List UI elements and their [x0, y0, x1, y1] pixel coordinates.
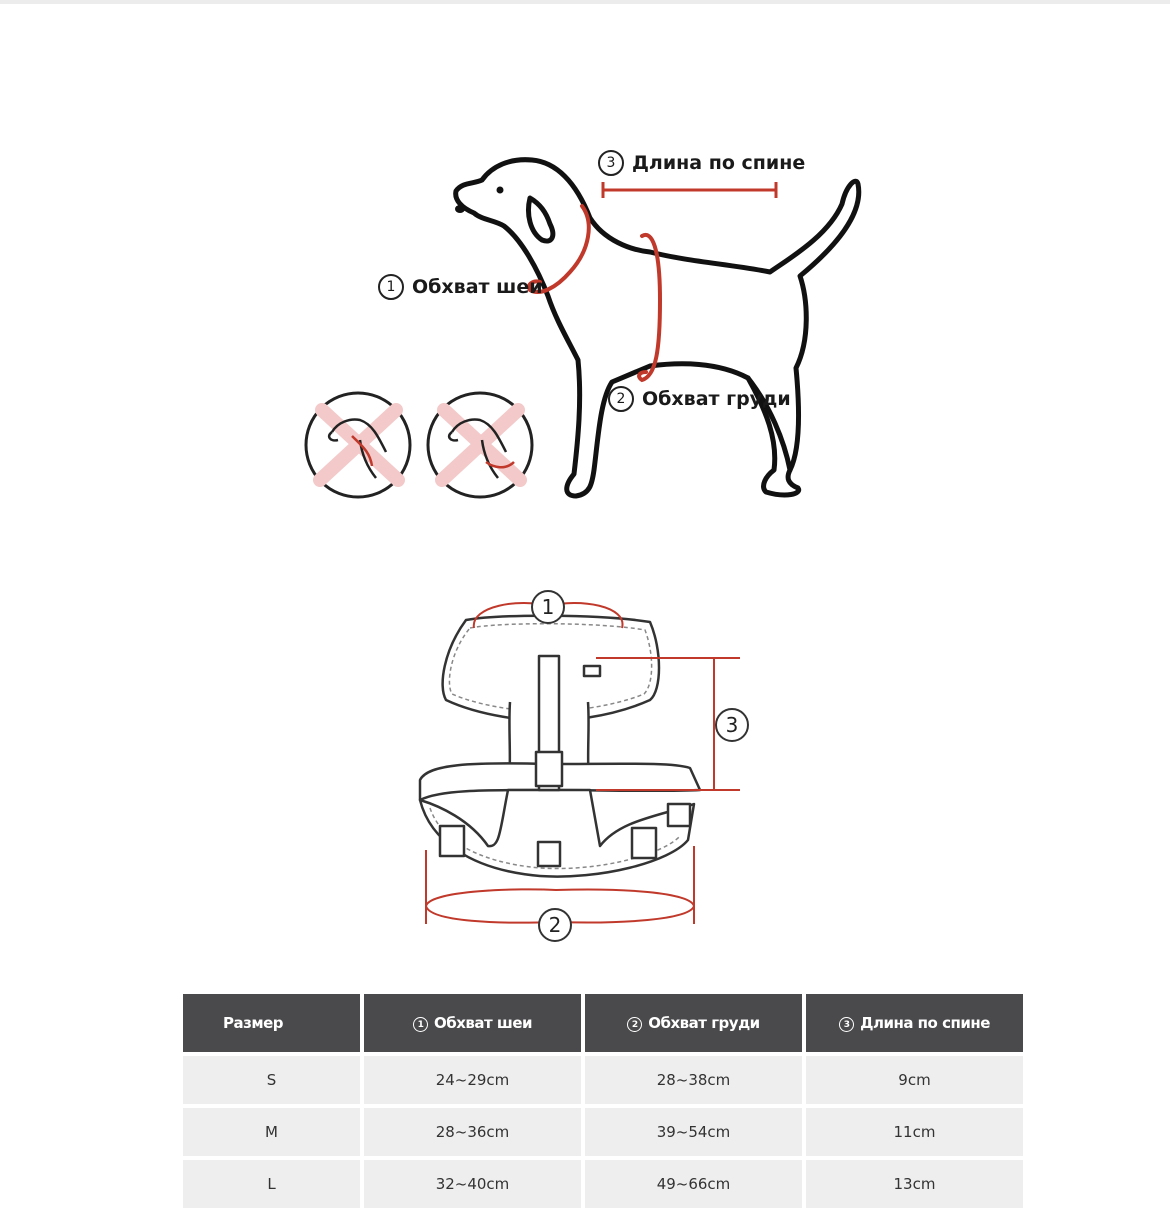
size-table: [179, 990, 1027, 1212]
header-marker-3: 3: [839, 1017, 854, 1032]
dog-nose-icon: [455, 205, 465, 213]
marker-2: 2: [608, 386, 634, 412]
header-marker-2: 2: [627, 1017, 642, 1032]
cell-chest: 28~38cm: [585, 1056, 802, 1104]
dog-eye-icon: [497, 187, 504, 194]
harness-icon: [420, 616, 700, 877]
cell-neck: 32~40cm: [364, 1160, 581, 1208]
cell-size: M: [183, 1108, 360, 1156]
cell-size: S: [183, 1056, 360, 1104]
table-row: [183, 1160, 1023, 1208]
header-back-length: 3 Длина по спине: [806, 994, 1023, 1052]
back-length-label: [598, 150, 805, 176]
cell-neck: 24~29cm: [364, 1056, 581, 1104]
header-chest-girth: 2 Обхват груди: [585, 994, 802, 1052]
table-row: [183, 1108, 1023, 1156]
chest-girth-mark: [639, 235, 660, 380]
marker-3: 3: [598, 150, 624, 176]
neck-girth-text: Обхват шеи: [412, 276, 543, 298]
chest-girth-label: [608, 386, 791, 412]
wrong-fit-neck-icon: [306, 393, 410, 497]
size-table-header-row: [183, 994, 1023, 1052]
back-length-text: Длина по спине: [632, 152, 806, 174]
cell-size: L: [183, 1160, 360, 1208]
header-marker-1: 1: [413, 1017, 428, 1032]
header-neck-girth: 1 Обхват шеи: [364, 994, 581, 1052]
cell-chest: 39~54cm: [585, 1108, 802, 1156]
neck-girth-label: [378, 274, 543, 300]
marker-1: 1: [378, 274, 404, 300]
cell-neck: 28~36cm: [364, 1108, 581, 1156]
harness-marker-3: 3: [715, 708, 749, 742]
cell-back: 11cm: [806, 1108, 1023, 1156]
wrong-fit-chest-icon: [428, 393, 532, 497]
chest-girth-text: Обхват груди: [642, 388, 791, 410]
cell-back: 13cm: [806, 1160, 1023, 1208]
cell-back: 9cm: [806, 1056, 1023, 1104]
cell-chest: 49~66cm: [585, 1160, 802, 1208]
harness-marker-1: 1: [531, 590, 565, 624]
harness-marker-2: 2: [538, 908, 572, 942]
header-size: Размер: [183, 994, 360, 1052]
table-row: [183, 1056, 1023, 1104]
